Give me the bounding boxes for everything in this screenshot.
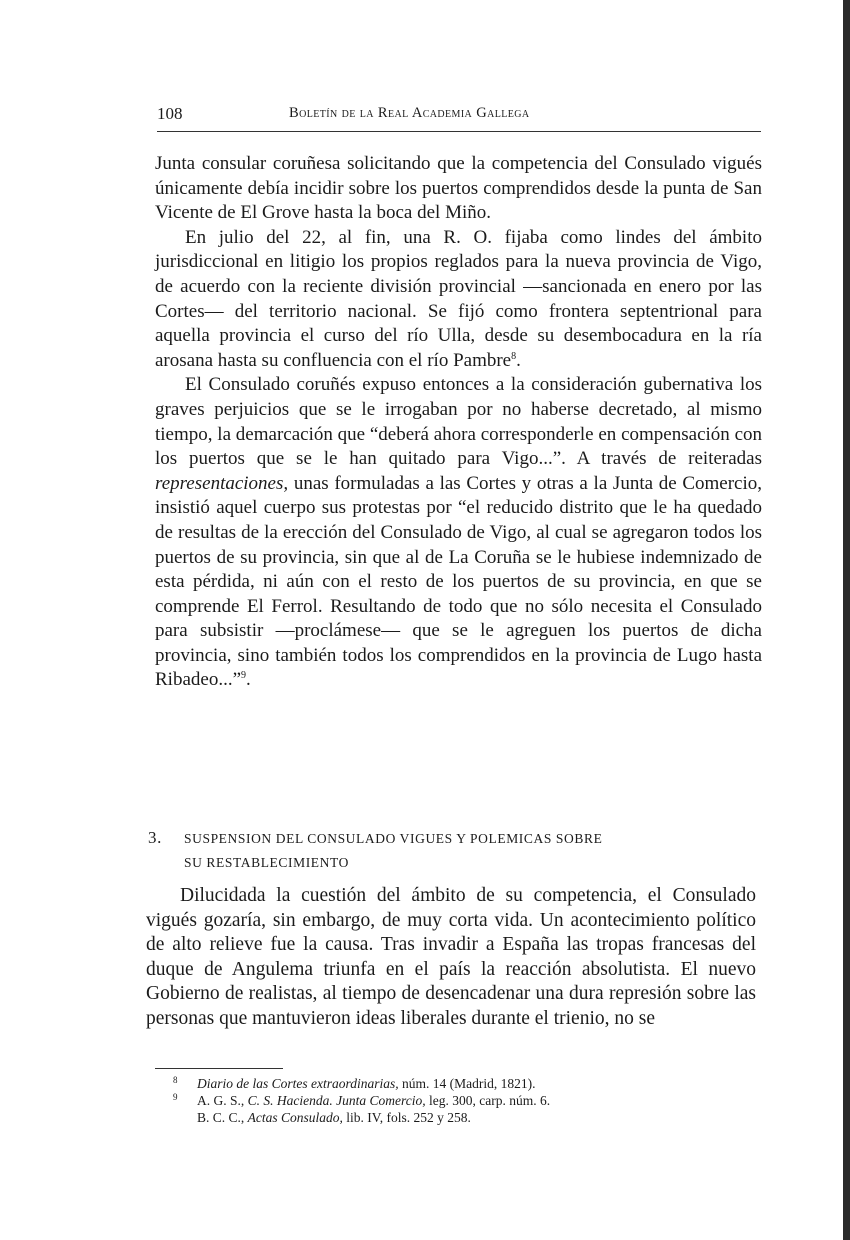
footnote-8-title: Diario de las Cortes extraordinarias, [197,1076,399,1091]
footnote-ref-8[interactable]: 8 [511,350,517,362]
header-rule [157,131,761,132]
paragraph-3-end: . [246,669,251,691]
paragraph-2-end: . [516,349,521,371]
scan-edge-shadow [843,0,850,1240]
footnote-9-source-1: A. G. S., [197,1093,245,1108]
paragraph-3-italic: representaciones, [155,472,289,494]
paragraph-2-text: En julio del 22, al fin, una R. O. fijaba como lindes del ámbito jurisdiccional en litigio los propios reglados para la nueva provincia de Vigo, de acuerdo con la reciente división provincial —sancionada en enero por las Cortes— del territorio nacional. Se fijó como frontera septentrional para aquella provincia el curso del río Ulla, desde su desembocadura en la ría arosana hasta su confluencia con el río Pambre [155,226,762,371]
footnote-9-ref-1: leg. 300, carp. núm. 6. [429,1093,551,1108]
footnote-9-line-2 [173,1109,733,1126]
section-heading [148,826,748,875]
section-paragraph: Dilucidada la cuestión del ámbito de su competencia, el Consulado vigués gozaría, sin embargo, de muy corta vida. Un acontecimiento político de alto relieve fue la causa. Tras invadir a España las tropas francesas del duque de Angulema triunfa en el país la reacción absolutista. El nuevo Gobierno de realistas, al tiempo de desencadenar una dura represión sobre las personas que mantuvieron ideas liberales durante el trienio, no se [146,885,756,1029]
footnote-mark: 8 [173,1075,178,1085]
paragraph-2 [155,226,762,374]
footnote-9-source-2: B. C. C., [197,1110,245,1125]
section-title-line1: SUSPENSION DEL CONSULADO VIGUES Y POLEMICAS SOBRE [184,831,603,846]
footnote-9-title-2: Actas Consulado, [247,1110,343,1125]
footnote-8 [173,1075,733,1092]
footnote-8-text: núm. 14 (Madrid, 1821). [402,1076,536,1091]
footnote-9 [173,1092,733,1109]
section-title-line2: SU RESTABLECIMIENTO [184,855,349,870]
paragraph-3 [155,373,762,693]
section-number: 3. [148,828,162,847]
footnote-mark: 9 [173,1092,178,1102]
section-body [146,884,756,1031]
page-number: 108 [157,104,183,123]
paragraph-3-part2: unas formuladas a las Cortes y otras a la Junta de Comercio, insistió aquel cuerpo sus protestas por “el reducido distrito que le ha quedado de resultas de la erección del Consulado de Vigo, al cual se agregaron todos los puertos de su provincia, sin que al de La Coruña se le hubiese indemnizado de esta pérdida, ni aún con el resto de los puertos de su provincia, en que se comprende El Ferrol. Resultando de todo que no sólo necesita el Consulado para subsistir —proclámese— que se le agreguen los puertos de dicha provincia, sino también todos los comprendidos en la provincia de Lugo hasta Ribadeo...” [155,472,762,691]
body-text [155,152,762,693]
footnote-9-ref-2: lib. IV, fols. 252 y 258. [346,1110,471,1125]
footnotes [173,1075,733,1126]
paragraph-3-part1: El Consulado coruñés expuso entonces a la consideración gubernativa los graves perjuicios que se le irrogaban por no haberse decretado, al mismo tiempo, la demarcación que “deberá ahora corresponderle en compensación con los puertos que se le han quitado para Vigo...”. A través de reiteradas [155,374,762,470]
footnote-9-title-1: C. S. Hacienda. Junta Comercio, [247,1093,426,1108]
running-head [157,104,761,128]
journal-title: Boletín de la Real Academia Gallega [289,105,530,121]
paragraph-continuation [155,152,762,226]
footnote-rule [155,1068,283,1069]
paragraph-1-text: Junta consular coruñesa solicitando que la competencia del Consulado vigués únicamente debía incidir sobre los puertos comprendidos desde la punta de San Vicente de El Grove hasta la boca del Miño. [155,153,762,224]
footnote-ref-9[interactable]: 9 [241,670,247,682]
